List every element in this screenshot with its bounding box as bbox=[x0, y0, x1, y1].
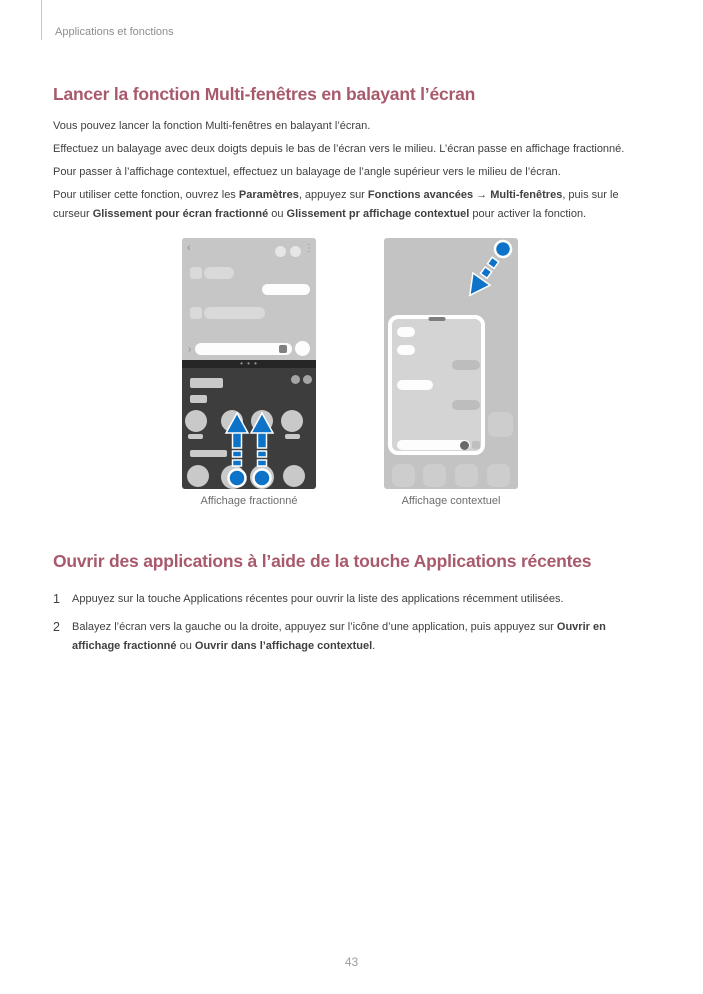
back-icon: ‹ bbox=[187, 242, 191, 254]
running-header: Applications et fonctions bbox=[55, 26, 174, 38]
step-item-1 bbox=[53, 590, 651, 609]
split-handle-icon: • • • bbox=[240, 359, 258, 368]
caption-popup-view: Affichage contextuel bbox=[401, 495, 501, 507]
corner-swipe-arrow-icon bbox=[384, 238, 518, 489]
split-screen-illustration bbox=[182, 238, 316, 489]
expand-icon: › bbox=[188, 344, 192, 355]
paragraph-2: Effectuez un balayage avec deux doigts depuis le bas de l’écran vers le milieu. L’écran passe en affichage fractionné. bbox=[53, 143, 625, 155]
header-rule bbox=[41, 0, 42, 40]
step-text: Balayez l’écran vers la gauche ou la droite, appuyez sur l’icône d’une application, puis appuyez sur Ouvrir en affichage fractionné ou Ouvrir dans l’affichage contextuel. bbox=[72, 621, 606, 652]
step-number: 2 bbox=[53, 620, 60, 634]
page-number: 43 bbox=[344, 955, 359, 969]
paragraph-3: Pour passer à l’affichage contextuel, effectuez un balayage de l’angle supérieur vers le milieu de l’écran. bbox=[53, 166, 561, 178]
page-content bbox=[53, 83, 651, 665]
caption-split-view: Affichage fractionné bbox=[200, 495, 298, 507]
step-text: Appuyez sur la touche Applications récentes pour ouvrir la liste des applications récemment utilisées. bbox=[72, 593, 564, 605]
step-item-2 bbox=[53, 618, 651, 656]
more-options-icon: ⋮ bbox=[304, 243, 314, 254]
popup-view-illustration bbox=[384, 238, 518, 489]
section-title-multiwindow: Lancer la fonction Multi-fenêtres en balayant l’écran bbox=[53, 84, 476, 104]
section-title-recents: Ouvrir des applications à l’aide de la touche Applications récentes bbox=[53, 551, 592, 571]
two-finger-swipe-up-icon bbox=[182, 238, 316, 489]
step-number: 1 bbox=[53, 592, 60, 606]
paragraph-1: Vous pouvez lancer la fonction Multi-fenêtres en balayant l’écran. bbox=[53, 120, 371, 132]
illustration-figure bbox=[53, 238, 651, 512]
paragraph-4: Pour utiliser cette fonction, ouvrez les Paramètres, appuyez sur Fonctions avancées → Multi-fenêtres, puis sur le curseur Glissement pour écran fractionné ou Glissement pr affichage contextuel pour activer la fonction. bbox=[53, 189, 619, 220]
